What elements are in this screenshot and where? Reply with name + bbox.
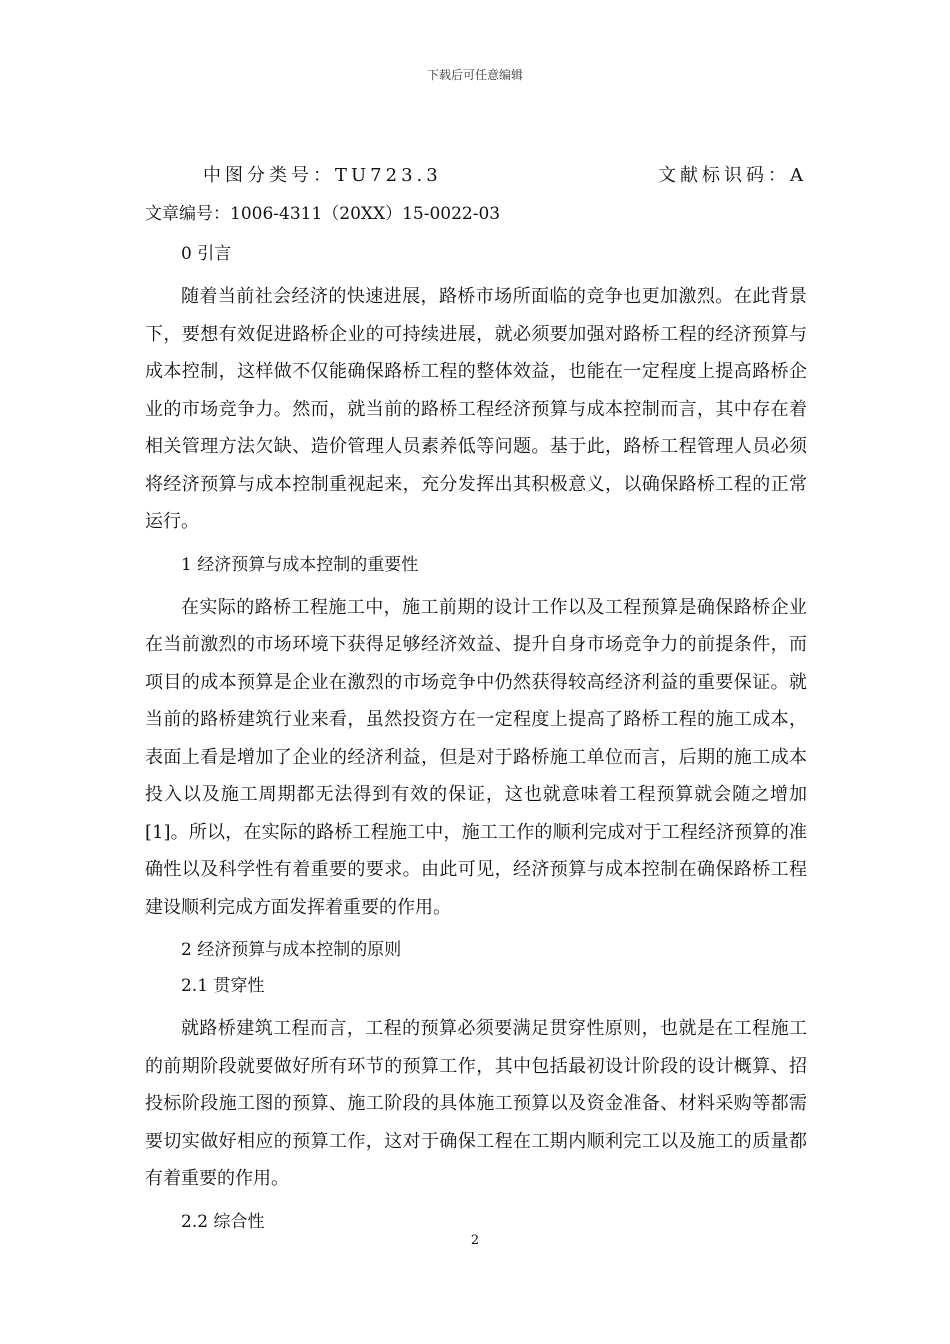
subsection-heading-2-1: 2.1 贯穿性 bbox=[181, 976, 265, 996]
document-code: 文献标识码：A bbox=[658, 165, 807, 186]
section-heading-2: 2 经济预算与成本控制的原则 bbox=[181, 940, 402, 960]
article-number: 文章编号：1006-4311（20XX）15-0022-03 bbox=[145, 204, 501, 224]
section-heading-intro: 0 引言 bbox=[181, 244, 232, 264]
page-number: 2 bbox=[470, 1233, 480, 1248]
paragraph-section-1: 在实际的路桥工程施工中，施工前期的设计工作以及工程预算是确保路桥企业在当前激烈的市场环境下获得足够经济效益、提升自身市场竞争力的前提条件，而项目的成本预算是企业在激烈的市场竞争中仍然获得较高经济利益的重要保证。就当前的路桥建筑行业来看，虽然投资方在一定程度上提高了路桥工程的施工成本，表面上看是增加了企业的经济利益，但是对于路桥施工单位而言，后期的施工成本投入以及施工周期都无法得到有效的保证，这也就意味着工程预算就会随之增加[1]。所以，在实际的路桥工程施工中，施工工作的顺利完成对于工程经济预算的准确性以及科学性有着重要的要求。由此可见，经济预算与成本控制在确保路桥工程建设顺利完成方面发挥着重要的作用。 bbox=[145, 596, 807, 918]
meta-row bbox=[145, 160, 807, 192]
document-body bbox=[145, 160, 807, 1246]
classification-number: 中图分类号：TU723.3 bbox=[203, 165, 442, 186]
paragraph-section-2-1: 就路桥建筑工程而言，工程的预算必须要满足贯穿性原则，也就是在工程施工的前期阶段就要做好所有环节的预算工作，其中包括最初设计阶段的设计概算、招投标阶段施工图的预算、施工阶段的具体施工预算以及资金准备、材料采购等都需要切实做好相应的预算工作，这对于确保工程在工期内顺利完工以及施工的质量都有着重要的作用。 bbox=[145, 1018, 807, 1189]
subsection-heading-2-2: 2.2 综合性 bbox=[181, 1211, 265, 1232]
paragraph-intro: 随着当前社会经济的快速进展，路桥市场所面临的竞争也更加激烈。在此背景下，要想有效促进路桥企业的可持续进展，就必须要加强对路桥工程的经济预算与成本控制，这样做不仅能确保路桥工程的整体效益，也能在一定程度上提高路桥企业的市场竞争力。然而，就当前的路桥工程经济预算与成本控制而言，其中存在着相关管理方法欠缺、造价管理人员素养低等问题。基于此，路桥工程管理人员必须将经济预算与成本控制重视起来，充分发挥出其积极意义，以确保路桥工程的正常运行。 bbox=[145, 286, 807, 532]
page-header-note: 下载后可任意编辑 bbox=[426, 68, 523, 82]
section-heading-1: 1 经济预算与成本控制的重要性 bbox=[181, 554, 419, 575]
